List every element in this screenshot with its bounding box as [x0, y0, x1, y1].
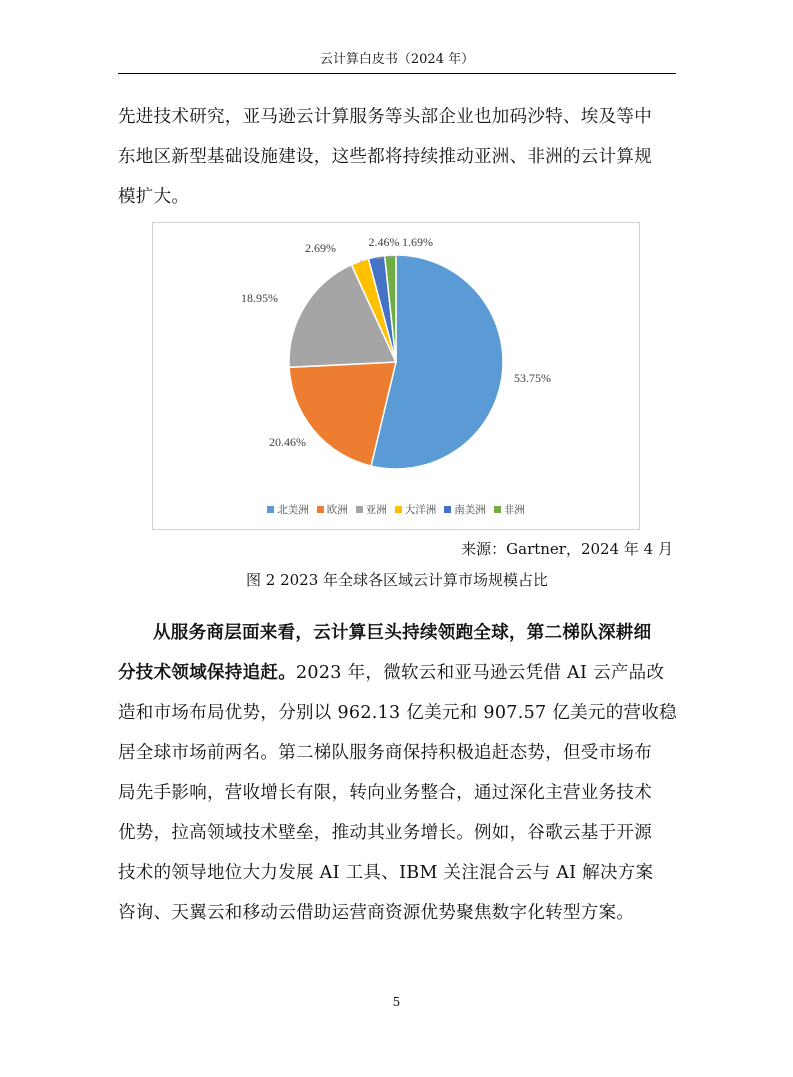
paragraph-intro: [118, 97, 676, 217]
pie-data-label: 2.69%: [305, 241, 336, 255]
paragraph-line: 优势，拉高领域技术壁垒，推动其业务增长。例如，谷歌云基于开源: [118, 823, 652, 843]
figure-caption: 图 2 2023 年全球各区域云计算市场规模占比: [245, 571, 549, 589]
pie-chart: [152, 222, 640, 530]
legend-label: 欧洲: [326, 504, 348, 516]
paragraph-line: 局先手影响，营收增长有限，转向业务整合，通过深化主营业务技术: [118, 783, 652, 803]
pie-data-label: 18.95%: [241, 291, 278, 305]
paragraph-line: 造和市场布局优势，分别以 962.13 亿美元和 907.57 亿美元的营收稳: [118, 703, 677, 723]
legend-label: 南美洲: [454, 504, 486, 516]
pie-data-label: 53.75%: [514, 371, 551, 385]
legend-item: [395, 502, 437, 517]
paragraph-line: 居全球市场前两名。第二梯队服务商保持积极追赶态势，但受市场布: [118, 743, 652, 763]
paragraph-line: [118, 653, 676, 693]
page-header: 云计算白皮书（2024 年）: [319, 52, 475, 67]
legend-item: [267, 502, 309, 517]
legend-swatch: [395, 506, 402, 513]
legend-item: [317, 502, 348, 517]
legend-swatch: [444, 506, 451, 513]
chart-source: 来源：Gartner，2024 年 4 月: [461, 540, 673, 558]
legend-swatch: [356, 506, 363, 513]
legend-label: 大洋洲: [404, 504, 437, 516]
legend-item: [356, 502, 387, 517]
paragraph-line: 东地区新型基础设施建设，这些都将持续推动亚洲、非洲的云计算规: [118, 147, 652, 167]
legend-label: 北美洲: [277, 504, 309, 516]
paragraph-body: [118, 613, 676, 933]
legend-swatch: [317, 506, 324, 513]
legend-swatch: [267, 506, 274, 513]
paragraph-line: 模扩大。: [118, 187, 190, 207]
legend-label: 非洲: [503, 504, 525, 516]
legend-item: [444, 502, 486, 517]
paragraph-line: 技术的领导地位大力发展 AI 工具、IBM 关注混合云与 AI 解决方案: [118, 863, 654, 883]
pie-data-label: 2.46%: [368, 235, 400, 249]
pie-data-label: 20.46%: [269, 435, 306, 449]
legend-item: [494, 502, 525, 517]
page-number: 5: [392, 995, 401, 1009]
chart-legend: [153, 502, 639, 517]
pie-chart-canvas: [153, 223, 639, 501]
paragraph-line: 先进技术研究，亚马逊云计算服务等头部企业也加码沙特、埃及等中: [118, 107, 652, 127]
header-rule: [118, 73, 676, 74]
paragraph-line: 咨询、天翼云和移动云借助运营商资源优势聚焦数字化转型方案。: [118, 903, 635, 923]
bold-lead-text: 分技术领域保持追赶。: [118, 663, 296, 683]
legend-swatch: [494, 506, 501, 513]
bold-lead-text: 从服务商层面来看，云计算巨头持续领跑全球，第二梯队深耕细: [153, 623, 652, 643]
legend-label: 亚洲: [365, 504, 387, 516]
paragraph-text: 2023 年，微软云和亚马逊云凭借 AI 云产品改: [296, 663, 665, 683]
pie-data-label: 1.69%: [402, 235, 433, 249]
paragraph-line: [118, 613, 676, 653]
